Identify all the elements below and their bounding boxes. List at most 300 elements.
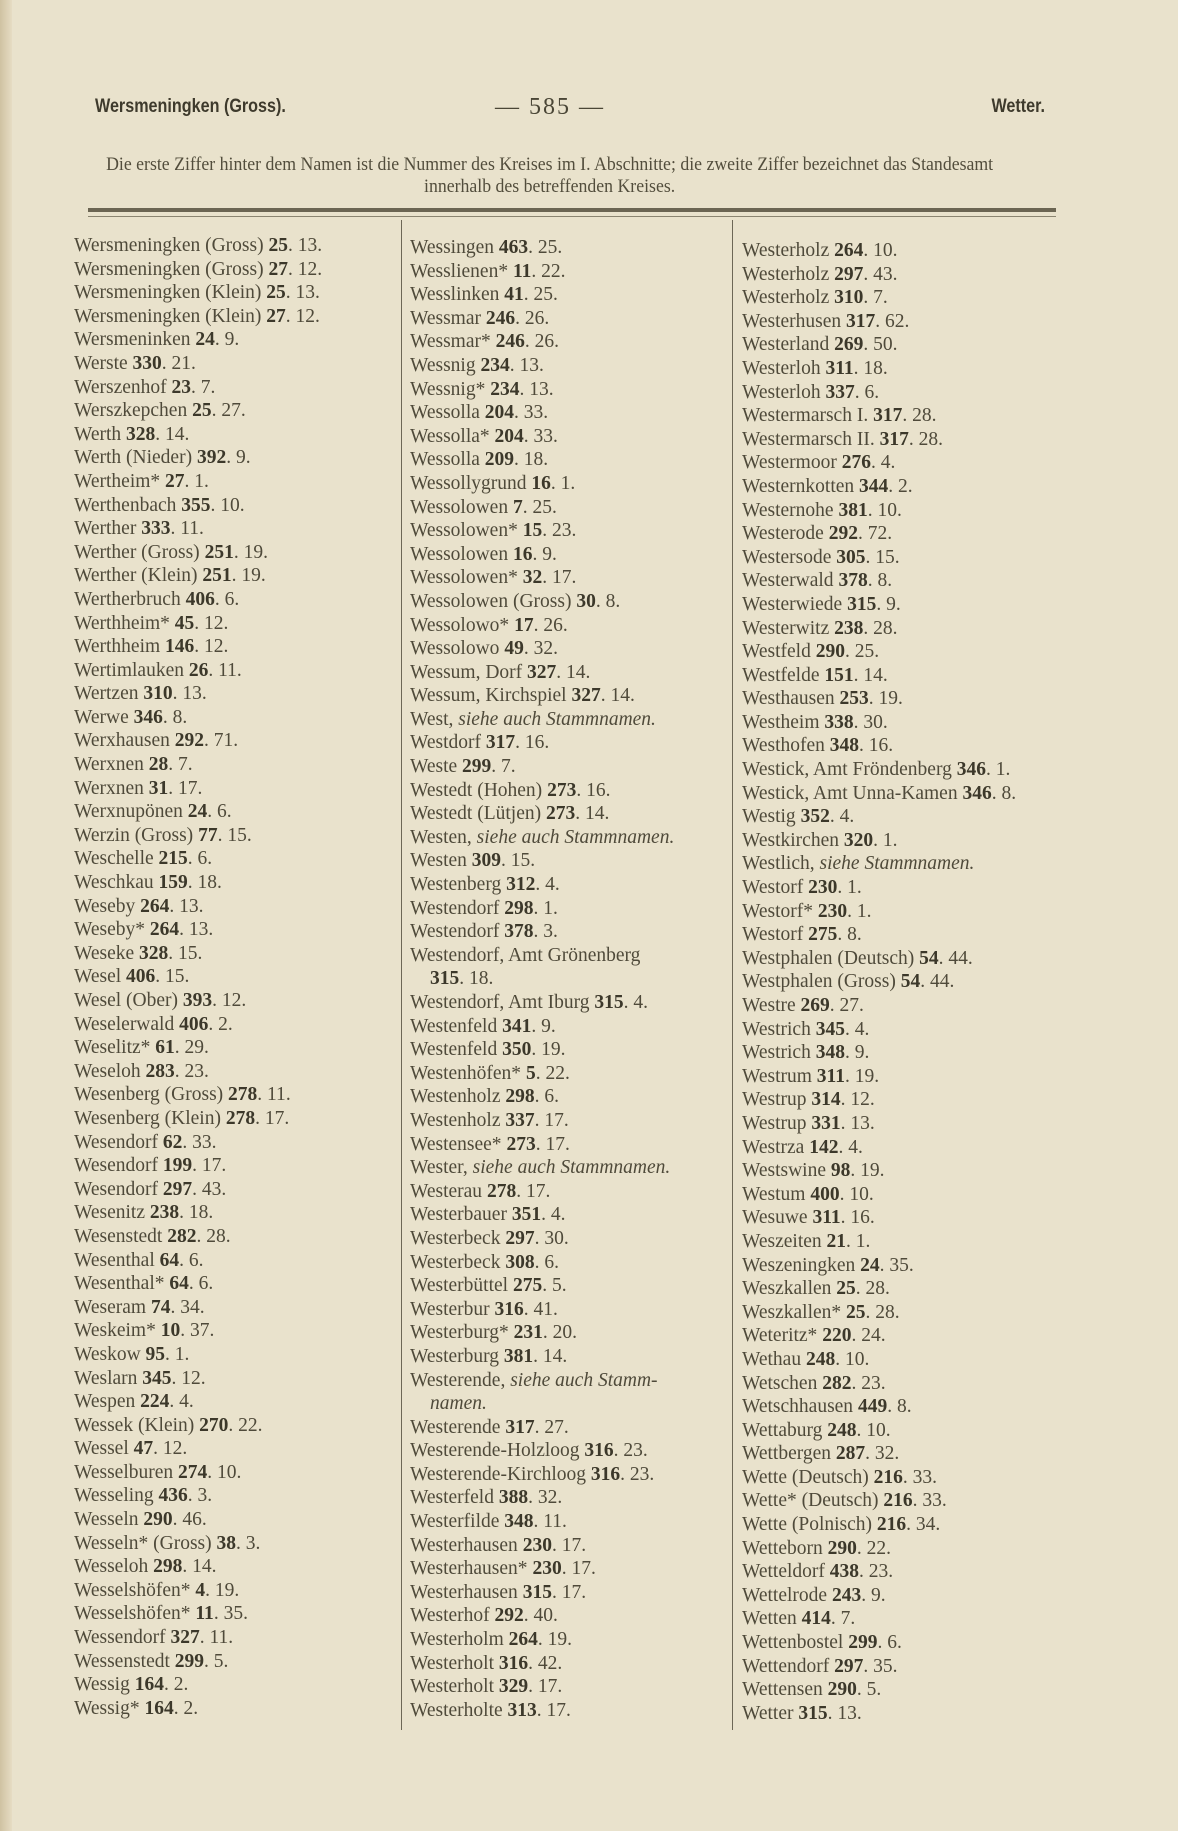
kreis-number: 246 (485, 307, 516, 329)
index-entry: Weszkallen* 25. 28. (742, 1301, 900, 1323)
kreis-number: 345 (142, 1367, 172, 1389)
index-entry: Weskeim* 10. 37. (74, 1320, 215, 1342)
place-name: Wertheim* (74, 470, 161, 492)
place-name: Westerau (410, 1180, 483, 1202)
place-name: Wertzen (74, 683, 139, 705)
place-name: Wersmeningken (Gross) (74, 235, 264, 256)
index-entry: Wertherbruch 406. 6. (74, 588, 240, 610)
index-entry: Weseby 264. 13. (74, 895, 204, 917)
place-name: Wertimlauken (74, 659, 184, 681)
index-entry: Westrup 331. 13. (742, 1112, 875, 1134)
place-name: Wetschhausen (742, 1396, 854, 1418)
standesamt-number: 23 (551, 520, 572, 542)
kreis-number: 348 (504, 1511, 534, 1533)
place-name: Wesselburen (74, 1461, 174, 1483)
standesamt-number: 1 (543, 897, 554, 919)
standesamt-number: 6 (217, 801, 227, 823)
place-name: Weslarn (74, 1367, 138, 1389)
standesamt-number: 3 (245, 1532, 256, 1554)
place-name: Werther (74, 518, 137, 540)
kreis-number: 346 (133, 706, 163, 728)
place-name: Wesseln* (Gross) (74, 1532, 212, 1554)
standesamt-number: 29 (184, 1037, 205, 1059)
cross-reference: siehe auch Stammnamen. (476, 826, 675, 848)
index-entry: Wessmar* 246. 26. (410, 331, 559, 353)
standesamt-number: 28 (865, 1278, 886, 1300)
index-entry: Westersode 305. 15. (742, 546, 900, 568)
standesamt-number: 35 (889, 1254, 909, 1276)
place-name: Westerbur (410, 1298, 490, 1320)
standesamt-number: 35 (873, 1655, 893, 1677)
standesamt-number: 23 (868, 1561, 889, 1583)
index-entry: Weszeiten 21. 1. (742, 1230, 871, 1252)
kreis-number: 276 (841, 452, 871, 474)
index-entry: Westernohe 381. 10. (742, 499, 902, 521)
index-entry: Westkirchen 320. 1. (742, 829, 898, 851)
index-entry (410, 1369, 674, 1393)
kreis-number: 290 (827, 1679, 857, 1701)
place-name: Wette* (Deutsch) (742, 1490, 879, 1512)
index-entry: Westorf 230. 1. (742, 877, 862, 899)
index-entry: Wessek (Klein) 270. 22. (74, 1414, 263, 1436)
kreis-number: 381 (503, 1345, 534, 1367)
kreis-number: 317 (879, 428, 909, 450)
place-name: Wette (Deutsch) (742, 1466, 869, 1488)
kreis-number: 253 (839, 688, 869, 710)
index-entry: Wettendorf 297. 35. (742, 1655, 898, 1677)
index-entry: Wettelrode 243. 9. (742, 1584, 886, 1606)
place-name: Westerhausen* (410, 1558, 528, 1580)
page-binding-edge (0, 0, 12, 1831)
kreis-number: 348 (829, 735, 860, 757)
place-name: Weseke (74, 942, 135, 964)
kreis-number: 311 (812, 1207, 841, 1229)
standesamt-number: 4 (880, 452, 891, 474)
index-entry: Westermarsch II. 317. 28. (742, 428, 943, 450)
kreis-number: 61 (155, 1037, 175, 1059)
place-name: Westenholz (410, 1086, 501, 1108)
kreis-number: 204 (494, 425, 524, 447)
index-entry: Westum 400. 10. (742, 1183, 874, 1205)
index-entry: Wesselshöfen* 4. 19. (74, 1579, 240, 1601)
kreis-number: 64 (159, 1249, 180, 1271)
standesamt-number: 72 (867, 523, 888, 545)
index-entry: Wetschhausen 449. 8. (742, 1396, 912, 1418)
kreis-number: 230 (522, 1534, 552, 1556)
kreis-number: 463 (498, 237, 529, 258)
kreis-number: 16 (512, 543, 533, 565)
index-entry: Westerfeld 388. 32. (410, 1487, 563, 1509)
index-column-1 (74, 234, 322, 1720)
index-entry: Wesendorf 62. 33. (74, 1131, 217, 1153)
place-name: Wessolla (410, 449, 480, 471)
index-entry: Westerbauer 351. 4. (410, 1204, 566, 1226)
index-entry: Westerhusen 317. 62. (742, 310, 910, 332)
kreis-number: 142 (809, 1136, 839, 1158)
place-name: Westorf (742, 924, 804, 946)
kreis-number: 312 (506, 874, 536, 896)
index-entry: Werthenbach 355. 10. (74, 494, 245, 516)
place-name: Werszkepchen (74, 400, 188, 422)
standesamt-number: 28 (206, 1225, 226, 1247)
kreis-number: 27 (266, 305, 286, 327)
index-entry: Wessnig 234. 13. (410, 354, 544, 376)
place-name: Westick, Amt Unna-Kamen (742, 782, 958, 804)
place-name: Westen (410, 850, 467, 872)
kreis-number: 315 (594, 992, 624, 1013)
index-entry: Werther (Gross) 251. 19. (74, 541, 268, 563)
kreis-number: 406 (185, 588, 215, 610)
kreis-number: 216 (876, 1514, 907, 1536)
standesamt-number: 44 (929, 971, 950, 993)
index-entry: Wertimlauken 26. 11. (74, 659, 242, 681)
standesamt-number: 5 (551, 1275, 562, 1297)
place-name: Wesseling (74, 1485, 154, 1507)
standesamt-number: 43 (873, 263, 893, 285)
index-entry: Westrich 348. 9. (742, 1042, 870, 1064)
kreis-number: 378 (504, 921, 534, 943)
index-entry: Westedt (Hohen) 273. 16. (410, 779, 611, 801)
place-name: Weschkau (74, 872, 154, 894)
standesamt-number: 11 (180, 518, 199, 540)
standesamt-number: 19 (878, 688, 899, 710)
index-entry: Westrup 314. 12. (742, 1089, 875, 1111)
kreis-number: 216 (883, 1490, 913, 1512)
kreis-number: 436 (158, 1485, 188, 1507)
index-entry: Wette* (Deutsch) 216. 33. (742, 1490, 947, 1512)
place-name: Westrup (742, 1112, 807, 1134)
place-name: Westerbeck (410, 1227, 501, 1249)
kreis-number: 393 (182, 990, 213, 1011)
index-entry: Westerbeck 308. 6. (410, 1251, 559, 1273)
standesamt-number: 18 (523, 449, 544, 471)
place-name: Westerwitz (742, 617, 830, 639)
place-name: Wessingen (410, 237, 494, 258)
standesamt-number: 34 (180, 1296, 200, 1318)
standesamt-number: 4 (179, 1391, 189, 1413)
place-name: Weseloh (74, 1060, 141, 1082)
place-name: Wetschen (742, 1372, 818, 1394)
kreis-number: 346 (962, 782, 992, 804)
standesamt-number: 19 (243, 541, 264, 563)
place-name: Westrich (742, 1042, 811, 1064)
kreis-number: 311 (816, 1065, 845, 1087)
kreis-number: 209 (484, 449, 515, 471)
kreis-number: 317 (485, 732, 516, 754)
index-entry: Weszeningken 24. 35. (742, 1254, 914, 1276)
place-name: Westerbüttel (410, 1275, 509, 1297)
index-entry: Wette (Deutsch) 216. 33. (742, 1466, 937, 1488)
standesamt-number: 12 (204, 612, 224, 634)
place-name: West, (410, 708, 454, 730)
index-entry: Wessolowen 16. 9. (410, 543, 557, 565)
place-name: Wessollygrund (410, 472, 527, 494)
place-name: Wessolowo* (410, 614, 510, 636)
index-entry: Westerbüttel 275. 5. (410, 1275, 567, 1297)
standesamt-number: 19 (860, 1160, 880, 1182)
index-entry: Westerholz 297. 43. (742, 263, 898, 285)
index-entry: Wesenthal* 64. 6. (74, 1273, 214, 1295)
kreis-number: 264 (834, 240, 864, 261)
standesamt-number: 12 (850, 1089, 870, 1111)
standesamt-number: 14 (863, 664, 883, 686)
standesamt-number: 17 (178, 777, 198, 799)
kreis-number: 338 (824, 711, 854, 733)
index-entry: Wessolla 204. 33. (410, 402, 549, 424)
standesamt-number: 17 (525, 1180, 546, 1202)
running-head (95, 96, 1045, 126)
index-entry: Wessolla* 204. 33. (410, 425, 558, 447)
standesamt-number: 15 (510, 850, 531, 872)
index-entry: Wesslinken 41. 25. (410, 284, 558, 306)
index-entry: Westerland 269. 50. (742, 334, 898, 356)
kreis-number: 341 (502, 1015, 532, 1037)
standesamt-number: 14 (542, 1345, 563, 1367)
kreis-number: 251 (202, 565, 232, 587)
kreis-number: 299 (462, 756, 492, 778)
standesamt-number: 41 (533, 1298, 554, 1320)
index-entry: Wette (Polnisch) 216. 34. (742, 1514, 941, 1536)
index-entry: Westerholz 310. 7. (742, 287, 888, 309)
index-entry: Wespen 224. 4. (74, 1391, 194, 1413)
kreis-number: 381 (838, 499, 868, 521)
index-entry: Wertzen 310. 13. (74, 683, 207, 705)
standesamt-number: 12 (204, 636, 224, 658)
kreis-number: 308 (505, 1251, 535, 1273)
kreis-number: 378 (838, 570, 868, 592)
index-entry: Westendorf, Amt Iburg 315. 4. (410, 992, 648, 1013)
place-name: Wesenberg (Klein) (74, 1107, 221, 1129)
kreis-number: 275 (512, 1275, 543, 1297)
kreis-number: 164 (134, 1674, 164, 1696)
place-name: Weste (410, 756, 458, 778)
index-entry: Westerhof 292. 40. (410, 1605, 558, 1627)
index-entry: Westerfilde 348. 11. (410, 1511, 567, 1533)
index-entry: Westrich 345. 4. (742, 1018, 870, 1040)
standesamt-number: 30 (544, 1227, 564, 1249)
kreis-number: 310 (834, 287, 864, 309)
place-name: Westrum (742, 1065, 812, 1087)
index-entry: Wessel 47. 12. (74, 1438, 188, 1460)
place-name: Werther (Klein) (74, 565, 198, 587)
place-name: Wessolowen (Gross) (410, 590, 572, 612)
place-name: Wesslienen* (410, 260, 509, 282)
kreis-number: 275 (808, 924, 838, 946)
standesamt-number: 17 (544, 1109, 564, 1131)
index-entry: Wessenstedt 299. 5. (74, 1650, 229, 1672)
standesamt-number: 23 (629, 1463, 650, 1485)
index-entry: Wettaburg 248. 10. (742, 1419, 891, 1441)
index-entry: Westorf 275. 8. (742, 924, 862, 946)
index-entry: Wetter 315. 13. (742, 1702, 862, 1724)
index-entry: Westick, Amt Fröndenberg 346. 1. (742, 759, 1011, 781)
standesamt-number: 6 (544, 1086, 555, 1108)
index-entry: Westfelde 151. 14. (742, 664, 888, 686)
place-name: Werxnupönen (74, 801, 183, 823)
kreis-number: 5 (525, 1062, 536, 1084)
standesamt-number: 16 (868, 735, 889, 757)
place-name: Wessnig* (410, 378, 486, 400)
kreis-number: 23 (171, 376, 192, 398)
kreis-number: 4 (195, 1579, 206, 1601)
place-name: Westenfeld (410, 1039, 498, 1061)
kreis-number: 54 (919, 947, 939, 969)
place-name: Wettensen (742, 1679, 823, 1701)
index-entry: Wesel (Ober) 393. 12. (74, 990, 247, 1011)
place-name: Wessendorf (74, 1627, 166, 1649)
place-name: Weteritz* (742, 1325, 818, 1347)
index-entry: Wessum, Kirchspiel 327. 14. (410, 685, 635, 707)
kreis-number: 327 (170, 1627, 200, 1649)
index-entry: Westphalen (Deutsch) 54. 44. (742, 947, 973, 969)
index-entry: Westerholt 329. 17. (410, 1676, 563, 1698)
standesamt-number: 11 (209, 1627, 229, 1649)
kreis-number: 62 (162, 1131, 183, 1153)
index-entry: Westerhausen 230. 17. (410, 1534, 587, 1556)
kreis-number: 54 (900, 971, 921, 993)
standesamt-number: 13 (519, 354, 539, 376)
index-entry: 315. 18. (430, 968, 494, 990)
place-name: Westendorf (410, 897, 500, 919)
standesamt-number: 13 (188, 919, 209, 941)
kreis-number: 269 (800, 995, 830, 1016)
index-entry: Westerburg* 231. 20. (410, 1322, 578, 1344)
index-entry: Wesseln* (Gross) 38. 3. (74, 1532, 261, 1554)
index-entry: Werwe 346. 8. (74, 706, 188, 728)
place-name: Westermarsch II. (742, 428, 875, 450)
index-entry: Westerwald 378. 8. (742, 570, 893, 592)
standesamt-number: 10 (873, 240, 893, 261)
index-entry: Westernkotten 344. 2. (742, 475, 913, 497)
kreis-number: 220 (822, 1325, 852, 1347)
standesamt-number: 22 (541, 260, 561, 282)
kreis-number: 230 (817, 900, 848, 922)
index-entry: Wesendorf 199. 17. (74, 1155, 227, 1177)
index-entry: Wesseling 436. 3. (74, 1485, 213, 1507)
place-name: Wesendorf (74, 1155, 158, 1177)
kreis-number: 315 (798, 1702, 828, 1724)
standesamt-number: 46 (182, 1509, 202, 1531)
place-name: Wesenberg (Gross) (74, 1084, 224, 1106)
index-entry: Wessolowen* 15. 23. (410, 520, 577, 542)
standesamt-number: 42 (537, 1652, 558, 1674)
kreis-number: 305 (836, 546, 866, 568)
index-entry: Wessig* 164. 2. (74, 1697, 199, 1719)
standesamt-number: 1 (995, 759, 1006, 781)
kreis-number: 290 (143, 1509, 173, 1531)
index-entry: Westorf* 230. 1. (742, 900, 872, 922)
kreis-number: 278 (228, 1084, 258, 1106)
place-name: Westerhof (410, 1605, 490, 1627)
kreis-number: 238 (834, 617, 864, 639)
place-name: Westermoor (742, 452, 837, 474)
index-entry: Wesenstedt 282. 28. (74, 1225, 231, 1247)
kreis-number: 292 (174, 730, 205, 752)
place-name: Westerloh (742, 357, 821, 379)
index-entry: Wersmeningken (Klein) 25. 13. (74, 282, 320, 304)
place-name: Westerloh (742, 381, 821, 403)
place-name: Wessolla* (410, 425, 490, 447)
index-entry: Westenholz 337. 17. (410, 1109, 569, 1131)
standesamt-number: 17 (264, 1107, 285, 1129)
place-name: Westphalen (Gross) (742, 971, 896, 993)
kreis-number: 327 (527, 661, 557, 683)
kreis-number: 330 (132, 352, 162, 374)
index-entry: Westphalen (Gross) 54. 44. (742, 971, 955, 993)
index-entry: Westen 309. 15. (410, 850, 536, 872)
kreis-number: 313 (507, 1699, 537, 1721)
standesamt-number: 15 (227, 824, 247, 846)
index-entry: Wessnig* 234. 13. (410, 378, 554, 400)
standesamt-number: 44 (948, 947, 968, 969)
kreis-number: 151 (824, 664, 854, 686)
standesamt-number: 19 (854, 1065, 875, 1087)
kreis-number: 47 (133, 1438, 154, 1460)
index-entry: Wesenitz 238. 18. (74, 1202, 214, 1224)
index-entry: Wessolowo* 17. 26. (410, 614, 568, 636)
place-name: Werzin (Gross) (74, 824, 194, 846)
standesamt-number: 17 (201, 1155, 222, 1177)
standesamt-number: 10 (217, 1461, 237, 1483)
standesamt-number: 12 (221, 990, 242, 1011)
standesamt-number: 9 (870, 1584, 881, 1606)
kreis-number: 234 (480, 354, 510, 376)
standesamt-number: 23 (184, 1060, 205, 1082)
standesamt-number: 10 (844, 1348, 865, 1370)
index-entry: Westerende-Holzloog 316. 23. (410, 1440, 648, 1462)
place-name: Wesuwe (742, 1207, 808, 1229)
place-name: Wethau (742, 1348, 802, 1370)
standesamt-number: 24 (861, 1325, 881, 1347)
index-entry: Westerau 278. 17. (410, 1180, 551, 1202)
kreis-number: 352 (800, 806, 830, 828)
index-entry: Wertheim* 27. 1. (74, 470, 209, 492)
kreis-number: 25 (192, 400, 212, 422)
standesamt-number: 14 (165, 423, 185, 445)
kreis-number: 231 (513, 1322, 543, 1344)
index-entry: Westerloh 311. 18. (742, 357, 888, 379)
kreis-number: 449 (857, 1396, 888, 1418)
standesamt-number: 19 (241, 565, 261, 587)
kreis-number: 337 (505, 1109, 535, 1131)
kreis-number: 224 (140, 1391, 170, 1413)
index-entry: Wessendorf 327. 11. (74, 1627, 234, 1649)
place-name: Westfeld (742, 641, 811, 663)
index-entry (410, 1392, 674, 1416)
standesamt-number: 9 (854, 1042, 865, 1064)
standesamt-number: 15 (178, 942, 198, 964)
place-name: Werxnen (74, 754, 144, 776)
place-name: Westlich, (742, 853, 815, 875)
index-entry: Wessolowen 7. 25. (410, 496, 557, 518)
index-entry: Wesslienen* 11. 22. (410, 260, 566, 282)
standesamt-number: 22 (866, 1537, 887, 1559)
place-name: Westerland (742, 334, 830, 356)
place-name: Wessum, Kirchspiel (410, 685, 567, 707)
kreis-number: 25 (266, 282, 286, 304)
index-entry: Westenfeld 341. 9. (410, 1015, 556, 1037)
explanatory-note: Die erste Ziffer hinter dem Namen ist die Nummer des Kreises im I. Abschnitte; die zweite Ziffer bezeichnet das Standesamt innerhalb des betreffenden Kreises. (106, 155, 994, 197)
kreis-number: 438 (829, 1561, 860, 1583)
place-name: Wettendorf (742, 1655, 830, 1677)
standesamt-number: 12 (295, 305, 316, 327)
place-name: Westerbauer (410, 1204, 507, 1226)
kreis-number: 315 (522, 1581, 552, 1603)
kreis-number: 282 (167, 1225, 197, 1247)
column-divider (401, 220, 402, 1730)
kreis-number: 270 (199, 1414, 229, 1436)
standesamt-number: 12 (181, 1367, 201, 1389)
